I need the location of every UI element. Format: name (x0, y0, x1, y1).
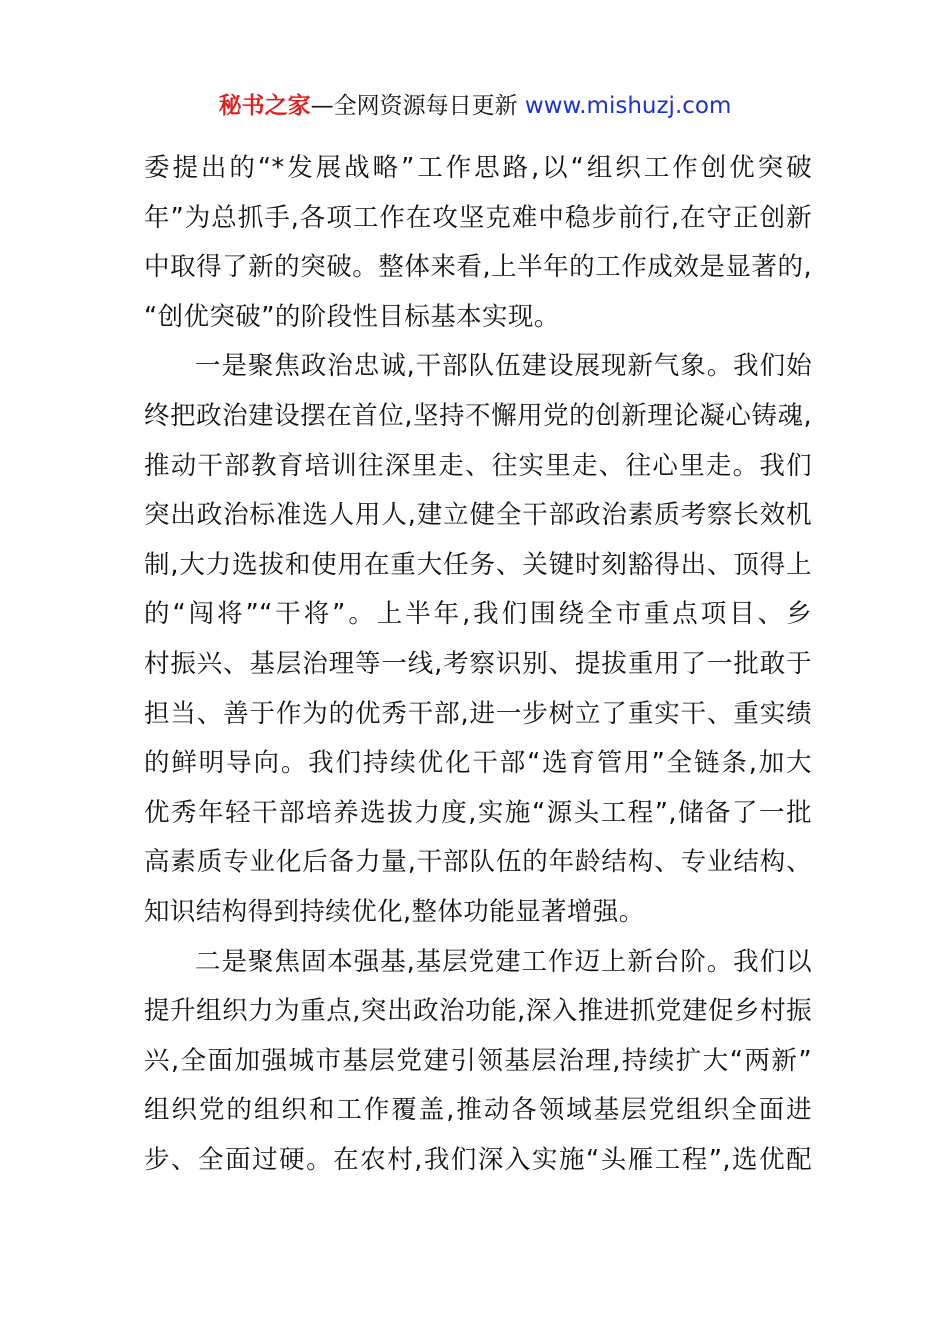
text-line: 提升组织力为重点,突出政治功能,深入推进抓党建促乡村振 (144, 996, 812, 1027)
paragraph-first-line: 二是聚焦固本强基,基层党建工作迈上新台阶。我们以 (195, 946, 812, 977)
text-line: 制,大力选拔和使用在重大任务、关键时刻豁得出、顶得上 (144, 549, 812, 580)
text-line: 的鲜明导向。我们持续优化干部“选育管用”全链条,加大 (144, 748, 812, 779)
text-line: 中取得了新的突破。整体来看,上半年的工作成效是显著的, (144, 252, 812, 283)
text-line: 村振兴、基层治理等一线,考察识别、提拔重用了一批敢于 (144, 648, 812, 679)
text-line: 终把政治建设摆在首位,坚持不懈用党的创新理论凝心铸魂, (144, 400, 812, 431)
brand-name: 秘书之家 (218, 93, 311, 119)
text-line: 知识结构得到持续优化,整体功能显著增强。 (144, 896, 645, 927)
page-header (0, 88, 950, 124)
text-line: 突出政治标准选人用人,建立健全干部政治素质考察长效机 (144, 500, 812, 531)
paragraph-first-line: 一是聚焦政治忠诚,干部队伍建设展现新气象。我们始 (195, 351, 812, 382)
text-line: 委提出的“*发展战略”工作思路,以“组织工作创优突破 (144, 153, 812, 183)
text-line: 担当、善于作为的优秀干部,进一步树立了重实干、重实绩 (144, 698, 812, 729)
text-line: 高素质专业化后备力量,干部队伍的年龄结构、专业结构、 (144, 847, 812, 878)
text-line: 兴,全面加强城市基层党建引领基层治理,持续扩大“两新” (144, 1045, 812, 1076)
header-tagline: —全网资源每日更新 (310, 93, 525, 119)
text-line: 优秀年轻干部培养选拔力度,实施“源头工程”,储备了一批 (144, 797, 812, 828)
text-line: 年”为总抓手,各项工作在攻坚克难中稳步前行,在守正创新 (144, 202, 812, 233)
text-line: 推动干部教育培训往深里走、往实里走、往心里走。我们 (144, 450, 812, 481)
document-body (144, 144, 812, 1185)
site-url-link[interactable]: www.mishuzj.com (524, 93, 732, 119)
text-line: 的“闯将”“干将”。上半年,我们围绕全市重点项目、乡 (144, 599, 812, 630)
text-line: “创优突破”的阶段性目标基本实现。 (144, 301, 560, 332)
text-line: 步、全面过硬。在农村,我们深入实施“头雁工程”,选优配 (144, 1144, 812, 1175)
text-line: 组织党的组织和工作覆盖,推动各领域基层党组织全面进 (144, 1095, 812, 1126)
